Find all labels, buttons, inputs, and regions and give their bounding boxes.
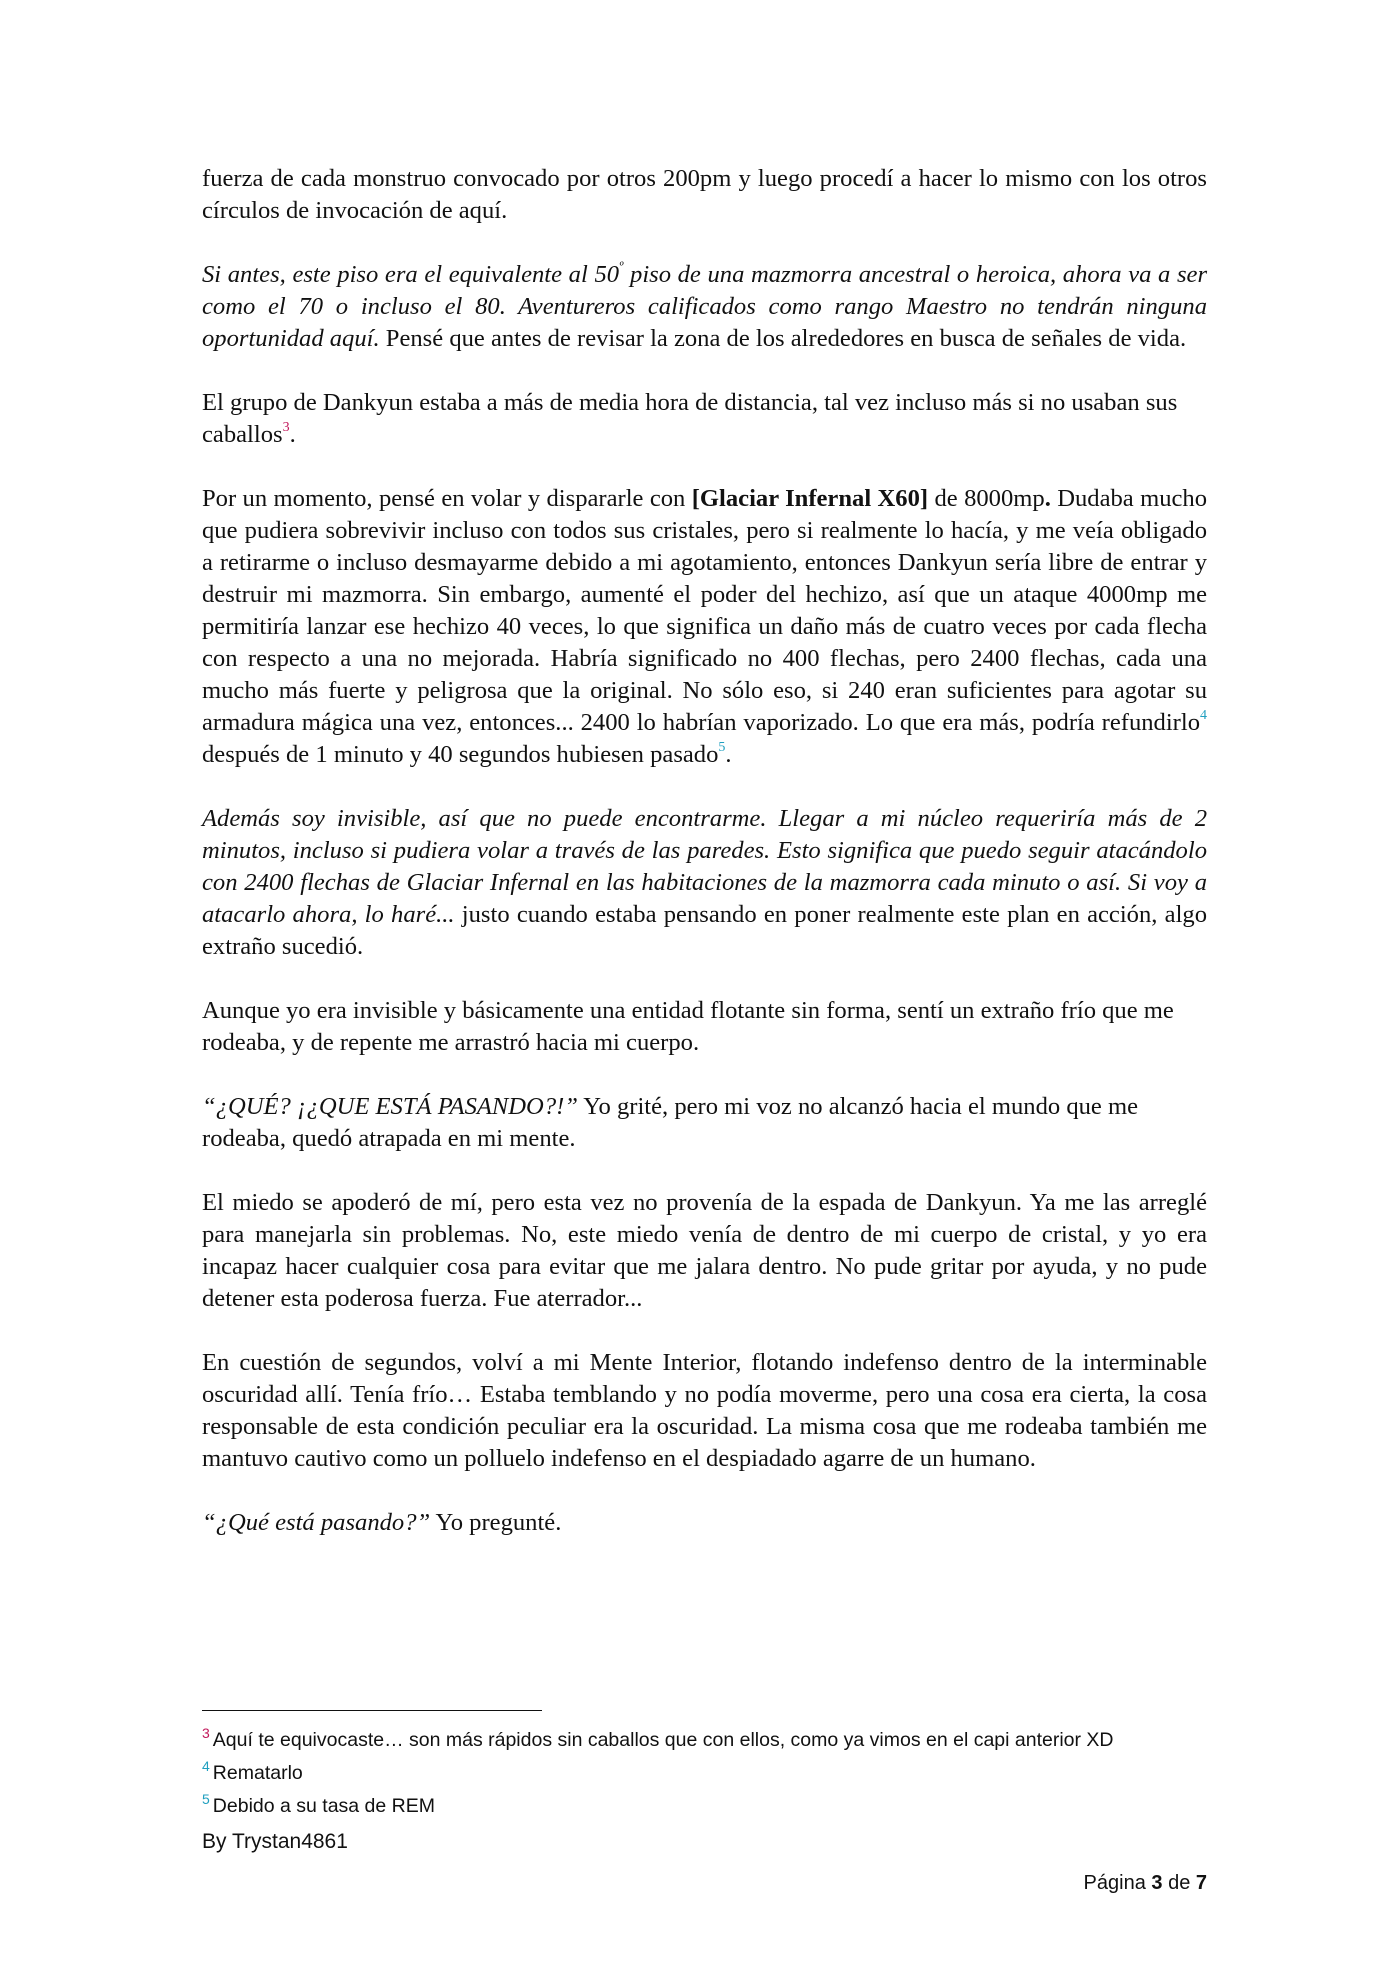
paragraph-8-text: El miedo se apoderó de mí, pero esta vez no provenía de la espada de Dankyun. Ya me las arreglé para manejarla sin problemas. No, este miedo venía de dentro de mi cuerpo de cristal, y yo era incapaz hacer cualquier cosa para evitar que me jalara dentro. No pude gritar por ayuda, y no pude detener esta poderosa fuerza. Fue aterrador...: [202, 1189, 1207, 1312]
paragraph-7: [202, 1091, 1207, 1155]
paragraph-4-d: después de 1 minuto y 40 segundos hubiesen pasado: [202, 741, 719, 768]
footnote-ref-4[interactable]: 4: [1200, 707, 1207, 723]
paragraph-2-normal: Pensé que antes de revisar la zona de los alrededores en busca de señales de vida.: [379, 325, 1187, 352]
paragraph-4-c: Dudaba mucho que pudiera sobrevivir incluso con todos sus cristales, pero si realmente lo hacía, y me veía obligado a retirarme o incluso desmayarme debido a mi agotamiento, entonces Dankyun sería libre de entrar y destruir mi mazmorra. Sin embargo, aumenté el poder del hechizo, así que un ataque 4000mp me permitiría lanzar ese hechizo 40 veces, lo que significa un daño más de cuatro veces por cada flecha con respecto a una no mejorada. Habría significado no 400 flechas, pero 2400 flechas, cada una mucho más fuerte y peligrosa que la original. No sólo eso, si 240 eran suficientes para agotar su armadura mágica una vez, entonces... 2400 lo habrían vaporizado. Lo que era más, podría refundirlo: [202, 485, 1208, 736]
paragraph-9-text: En cuestión de segundos, volví a mi Mente Interior, flotando indefenso dentro de la interminable oscuridad allí. Tenía frío… Estaba temblando y no podía moverme, pero una cosa era cierta, la cosa responsable de esta condición peculiar era la oscuridad. La misma cosa que me rodeaba también me mantuvo cautivo como un polluelo indefenso en el despiadado agarre de un humano.: [202, 1349, 1207, 1472]
paragraph-9: [202, 1347, 1207, 1475]
paragraph-7-italic: “¿QUÉ? ¡¿QUE ESTÁ PASANDO?!”: [202, 1093, 578, 1120]
paragraph-3: [202, 387, 1207, 451]
page-number-prefix: Página: [1083, 1872, 1152, 1894]
paragraph-3-end: .: [289, 421, 296, 448]
degree-mark: º: [619, 259, 624, 275]
paragraph-3-text: El grupo de Dankyun estaba a más de media hora de distancia, tal vez incluso más si no usaban sus caballos: [202, 389, 1178, 448]
spell-name: [Glaciar Infernal X60]: [691, 485, 929, 512]
footnote-ref-5[interactable]: 5: [718, 739, 726, 755]
paragraph-1: [202, 163, 1207, 227]
paragraph-7-normal: Yo grité, pero mi voz no alcanzó hacia el mundo que me rodeaba, quedó atrapada en mi mente.: [202, 1093, 1139, 1152]
paragraph-10: [202, 1507, 1207, 1539]
footnote-ref-3[interactable]: 3: [282, 419, 290, 435]
page-number-total: 7: [1195, 1872, 1207, 1894]
page-number-mid: de: [1162, 1872, 1196, 1894]
paragraph-4-a: Por un momento, pensé en volar y dispararle con: [202, 485, 692, 512]
document-body: [202, 163, 1207, 1571]
footnote-3-text: Aquí te equivocaste… son más rápidos sin caballos que con ellos, como ya vimos en el capi anterior XD: [212, 1729, 1114, 1751]
page-number-current: 3: [1151, 1872, 1163, 1894]
footnote-5: [202, 1790, 1207, 1823]
paragraph-4-bold-dot: .: [1044, 485, 1051, 512]
paragraph-2: [202, 259, 1207, 355]
footnotes: [202, 1724, 1207, 1823]
footnote-4: [202, 1757, 1207, 1790]
paragraph-5-normal: justo cuando estaba pensando en poner realmente este plan en acción, algo extraño sucedió.: [202, 901, 1207, 960]
paragraph-4: [202, 483, 1207, 771]
paragraph-6-text: Aunque yo era invisible y básicamente una entidad flotante sin forma, sentí un extraño frío que me rodeaba, y de repente me arrastró hacia mi cuerpo.: [202, 997, 1174, 1056]
footnote-divider: [202, 1710, 542, 1711]
page-number: [1084, 1872, 1207, 1895]
footnote-5-mark: 5: [202, 1791, 210, 1807]
paragraph-5: [202, 803, 1207, 963]
paragraph-10-italic: “¿Qué está pasando?”: [202, 1509, 431, 1536]
paragraph-2-italic-a: Si antes, este piso era el equivalente al 50: [202, 261, 620, 288]
paragraph-2-italic-b: piso de una mazmorra ancestral o heroica, ahora va a ser como el 70 o incluso el 80. Aventureros calificados como rango Maestro no tendrán ninguna oportunidad aquí.: [202, 261, 1208, 352]
paragraph-1-text: fuerza de cada monstruo convocado por otros 200pm y luego procedí a hacer lo mismo con los otros círculos de invocación de aquí.: [202, 165, 1207, 224]
paragraph-8: [202, 1187, 1207, 1315]
paragraph-4-e: .: [725, 741, 732, 768]
paragraph-10-normal: Yo pregunté.: [430, 1509, 562, 1536]
paragraph-5-italic: Además soy invisible, así que no puede encontrarme. Llegar a mi núcleo requeriría más de 2 minutos, incluso si pudiera volar a través de las paredes. Esto significa que puedo seguir atacándolo con 2400 flechas de Glaciar Infernal en las habitaciones de la mazmorra cada minuto o así. Si voy a atacarlo ahora, lo haré...: [202, 805, 1207, 928]
footnote-3-mark: 3: [202, 1725, 210, 1741]
footnote-3: [202, 1724, 1207, 1757]
footnote-4-text: Rematarlo: [212, 1762, 303, 1784]
footnote-4-mark: 4: [202, 1758, 210, 1774]
paragraph-4-b: de 8000mp: [928, 485, 1045, 512]
paragraph-6: [202, 995, 1207, 1059]
author-byline: By Trystan4861: [202, 1830, 348, 1853]
footnote-5-text: Debido a su tasa de REM: [212, 1795, 435, 1817]
